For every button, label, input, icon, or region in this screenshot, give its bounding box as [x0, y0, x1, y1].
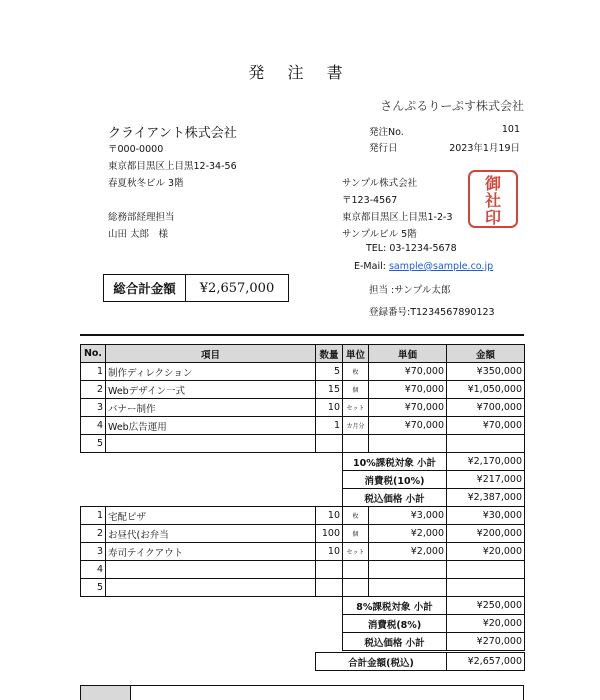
row-unit: 枚	[343, 507, 369, 525]
row-item: お昼代(お弁当	[106, 525, 316, 543]
row-qty: 10	[316, 399, 343, 417]
vendor-tel: TEL: 03-1234-5678	[366, 243, 457, 254]
summary-value: ¥250,000	[447, 597, 525, 615]
row-item	[106, 561, 316, 579]
summary-value: ¥2,387,000	[447, 489, 525, 507]
vendor-company: サンプル株式会社	[342, 178, 418, 189]
row-item	[106, 435, 316, 453]
row-no: 5	[81, 435, 106, 453]
table-row	[81, 417, 525, 435]
summary-value: ¥2,170,000	[447, 453, 525, 471]
row-price	[369, 561, 447, 579]
row-item: 宅配ピザ	[106, 507, 316, 525]
document-title: 発 注 書	[248, 63, 352, 82]
row-unit	[343, 561, 369, 579]
row-price: ¥70,000	[369, 399, 447, 417]
row-qty: 10	[316, 543, 343, 561]
table-row	[81, 543, 525, 561]
client-department: 総務部経理担当	[108, 212, 175, 223]
row-price: ¥70,000	[369, 417, 447, 435]
row-item: 寿司テイクアウト	[106, 543, 316, 561]
row-price	[369, 435, 447, 453]
client-postal: 〒000-0000	[108, 144, 164, 155]
row-unit: 個	[343, 381, 369, 399]
client-address-2: 春夏秋冬ビル 3階	[108, 178, 184, 189]
row-item: 制作ディレクション	[106, 363, 316, 381]
header-price: 単価	[369, 345, 447, 363]
notes-box	[80, 685, 524, 700]
notes-header-cell	[81, 686, 131, 700]
seal-char: 御	[484, 174, 501, 193]
header-item: 項目	[106, 345, 316, 363]
row-unit	[343, 579, 369, 597]
row-price: ¥70,000	[369, 363, 447, 381]
summary-value: ¥217,000	[447, 471, 525, 489]
row-item: Webデザイン一式	[106, 381, 316, 399]
row-unit: カ月分	[343, 417, 369, 435]
summary-row	[81, 615, 525, 633]
header-amount: 金額	[447, 345, 525, 363]
row-no: 3	[81, 543, 106, 561]
table-row	[81, 507, 525, 525]
row-unit: 枚	[343, 363, 369, 381]
grand-total-row	[316, 653, 525, 671]
table-row	[81, 525, 525, 543]
row-price	[369, 579, 447, 597]
summary-row	[81, 453, 525, 471]
row-qty	[316, 579, 343, 597]
summary-row	[81, 633, 525, 651]
row-item: バナー制作	[106, 399, 316, 417]
row-qty: 15	[316, 381, 343, 399]
company-seal	[468, 170, 518, 228]
summary-value: ¥20,000	[447, 615, 525, 633]
client-person: 山田 太郎 様	[108, 229, 169, 240]
row-no: 1	[81, 363, 106, 381]
vendor-address-2: サンプルビル 5階	[342, 229, 417, 240]
row-price: ¥2,000	[369, 525, 447, 543]
header-unit: 単位	[343, 345, 369, 363]
issue-date-value: 2023年1月19日	[449, 143, 520, 154]
row-amount: ¥200,000	[447, 525, 525, 543]
issue-date-label: 発行日	[369, 143, 398, 154]
row-unit: セット	[343, 543, 369, 561]
row-no: 2	[81, 381, 106, 399]
table-header-row	[81, 345, 525, 363]
grand-total-label: 合計金額(税込)	[316, 653, 447, 671]
order-items-table	[80, 344, 525, 651]
row-no: 4	[81, 561, 106, 579]
table-row	[81, 579, 525, 597]
vendor-registration: 登録番号:T1234567890123	[369, 307, 495, 318]
total-amount-label: 総合計金額	[104, 275, 186, 301]
vendor-email-label: E-Mail:	[354, 261, 386, 272]
row-price: ¥3,000	[369, 507, 447, 525]
row-qty	[316, 435, 343, 453]
row-amount: ¥20,000	[447, 543, 525, 561]
header-qty: 数量	[316, 345, 343, 363]
issuer-name: さんぷるりーぷす株式会社	[380, 99, 524, 113]
vendor-address-1: 東京都目黒区上目黒1-2-3	[342, 212, 453, 223]
row-qty: 5	[316, 363, 343, 381]
client-address-1: 東京都目黒区上目黒12-34-56	[108, 161, 237, 172]
row-qty: 10	[316, 507, 343, 525]
seal-char: 印	[484, 208, 501, 227]
row-item	[106, 579, 316, 597]
row-qty	[316, 561, 343, 579]
table-row	[81, 435, 525, 453]
row-no: 2	[81, 525, 106, 543]
row-no: 4	[81, 417, 106, 435]
order-no-value: 101	[501, 124, 520, 135]
summary-row	[81, 471, 525, 489]
row-no: 5	[81, 579, 106, 597]
vendor-email-link[interactable]: sample@sample.co.jp	[388, 261, 494, 272]
summary-label: 税込価格 小計	[343, 489, 447, 507]
row-amount: ¥30,000	[447, 507, 525, 525]
summary-label: 税込価格 小計	[343, 633, 447, 651]
header-no: No.	[81, 345, 106, 363]
row-amount: ¥700,000	[447, 399, 525, 417]
summary-label: 消費税(8%)	[343, 615, 447, 633]
row-amount: ¥350,000	[447, 363, 525, 381]
table-row	[81, 561, 525, 579]
row-no: 1	[81, 507, 106, 525]
summary-label: 10%課税対象 小計	[343, 453, 447, 471]
row-qty: 100	[316, 525, 343, 543]
summary-value: ¥270,000	[447, 633, 525, 651]
row-unit: セット	[343, 399, 369, 417]
row-amount	[447, 561, 525, 579]
row-item: Web広告運用	[106, 417, 316, 435]
grand-total-table	[315, 652, 525, 671]
summary-label: 8%課税対象 小計	[343, 597, 447, 615]
row-amount	[447, 435, 525, 453]
table-row	[81, 363, 525, 381]
row-amount: ¥1,050,000	[447, 381, 525, 399]
seal-char: 社	[484, 191, 501, 210]
row-no: 3	[81, 399, 106, 417]
vendor-postal: 〒123-4567	[342, 195, 398, 206]
summary-row	[81, 597, 525, 615]
table-row	[81, 381, 525, 399]
row-amount: ¥70,000	[447, 417, 525, 435]
order-no-label: 発注No.	[369, 127, 404, 138]
row-amount	[447, 579, 525, 597]
summary-label: 消費税(10%)	[343, 471, 447, 489]
row-unit: 個	[343, 525, 369, 543]
vendor-email-row	[354, 261, 493, 272]
divider-rule	[80, 334, 524, 336]
grand-total-value: ¥2,657,000	[447, 653, 525, 671]
vendor-contact: 担当 :サンプル太郎	[369, 285, 451, 296]
table-row	[81, 399, 525, 417]
client-name: クライアント株式会社	[108, 126, 237, 141]
row-price: ¥2,000	[369, 543, 447, 561]
row-unit	[343, 435, 369, 453]
total-amount-value: ¥2,657,000	[199, 280, 275, 296]
total-amount-box	[103, 274, 289, 302]
summary-row	[81, 489, 525, 507]
row-qty: 1	[316, 417, 343, 435]
row-price: ¥70,000	[369, 381, 447, 399]
